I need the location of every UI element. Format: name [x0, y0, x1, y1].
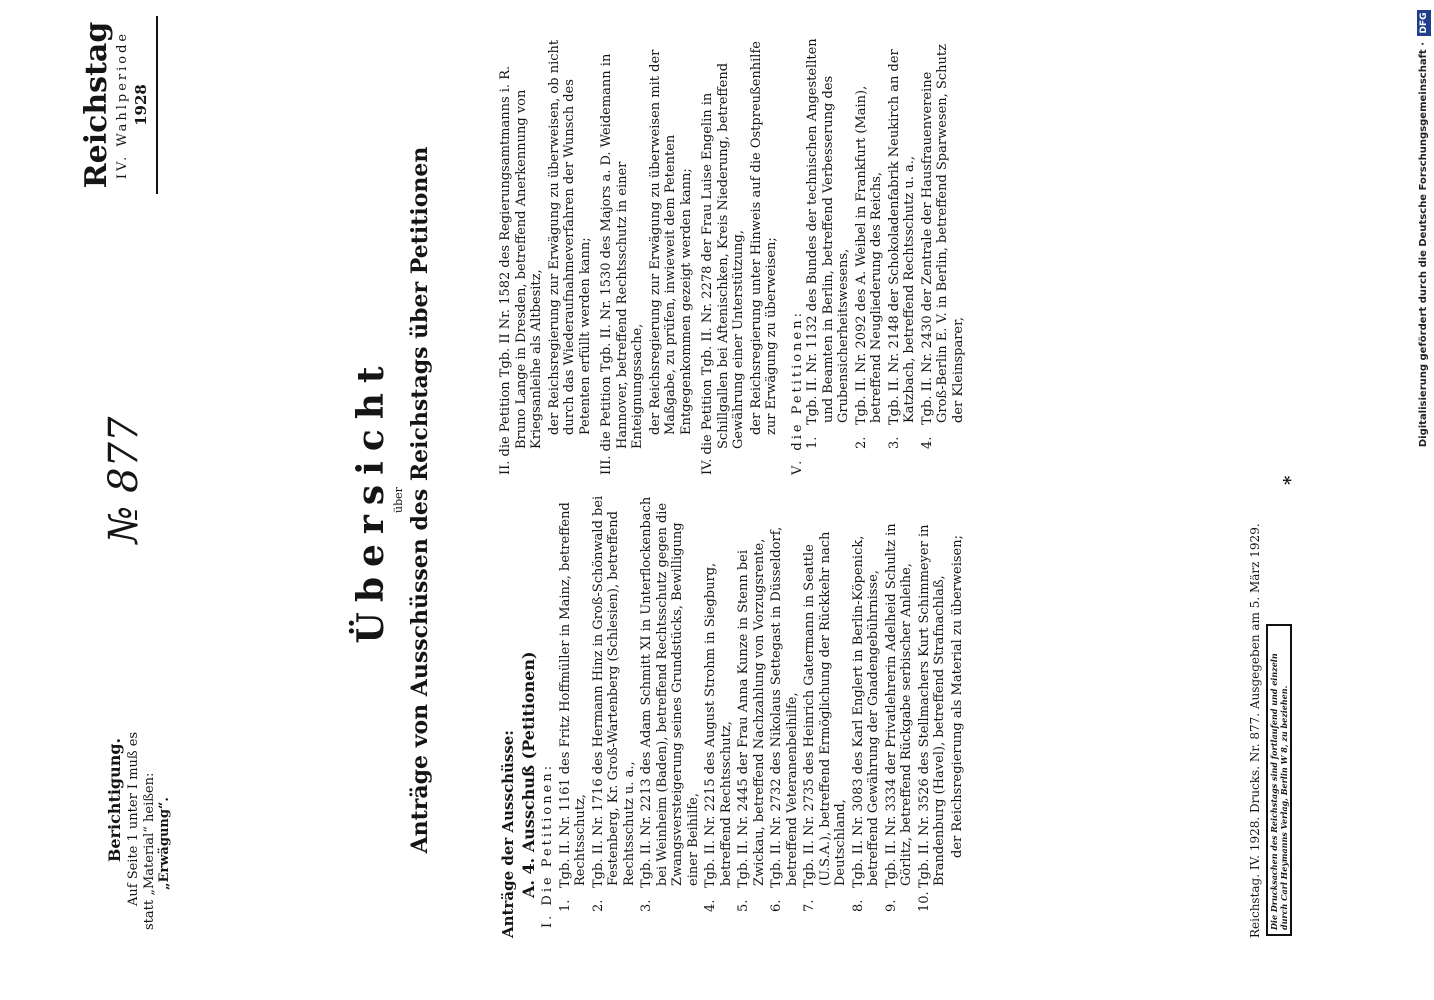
right-column: [498, 35, 968, 475]
section-ii: II. die Petition Tgb. II Nr. 1582 des Regierungsamtmanns i. R. Bruno Lange in Dresden, betreffend Anerkennung von Kriegsanleihe als Altbesitz,: [498, 65, 544, 475]
petition-text: Tgb. II. Nr. 2732 des Nikolaus Settegast in Düsseldorf, betreffend Veteranenbeihilfe,: [769, 526, 800, 888]
petition-number: 1.: [805, 436, 820, 449]
footer-line: Reichstag. IV. 1928. Drucks. Nr. 877. Ausgegeben am 5. März 1929.: [1248, 523, 1262, 938]
petition-text: Tgb. II. Nr. 3334 der Privatlehrerin Adelheid Schultz in Görlitz, betreffend Rückgabe serbischer Anleihe,: [883, 523, 914, 888]
berichtigung-line3: „Erwägung“.: [157, 797, 172, 890]
petition-text: Tgb. II. Nr. 3083 des Karl Englert in Berlin-Köpenick, betreffend Gewährung der Gnadengebührnisse,: [850, 535, 881, 888]
petition-item: [736, 493, 767, 912]
petition-item: [854, 35, 885, 449]
section-iv-conclusion: der Reichsregierung unter Hinweis auf die Ostpreußenhilfe zur Erwägung zu überweisen;: [748, 41, 779, 435]
document-number: № 877: [101, 416, 147, 544]
petition-number: 2.: [853, 436, 869, 449]
petition-number: 10.: [916, 891, 932, 912]
reichstag-header: [80, 10, 158, 200]
section-a-heading: A. 4. Ausschuß (Petitionen): [519, 651, 538, 898]
section-i-conclusion: der Reichsregierung als Material zu überweisen;: [949, 535, 965, 858]
berichtigung-line1: Auf Seite 1 unter I muß es: [126, 731, 141, 906]
petition-text: Tgb. II. Nr. 1716 des Hermann Hinz in Groß-Schönwald bei Festenberg, Kr. Groß-Wartenberg (Schlesien), betreffend Rechtsschutz u. a.,: [590, 495, 637, 888]
reichstag-title: Reichstag: [79, 21, 114, 189]
berichtigung-block: [104, 670, 173, 930]
dfg-sidebar: [1416, 4, 1434, 996]
petition-text: Tgb. II. Nr. 1161 des Fritz Hoffmüller in Mainz, betreffend Rechtsschutz,: [557, 502, 588, 888]
petition-list-i: [558, 493, 948, 938]
petition-item: [884, 493, 915, 912]
petition-item: [917, 493, 948, 912]
subtitle: Anträge von Ausschüssen des Reichstags über Petitionen: [407, 146, 433, 854]
petition-number: 2.: [590, 899, 606, 912]
antraege-heading: Anträge der Ausschüsse:: [499, 730, 517, 938]
petition-text: Tgb. II. Nr. 2430 der Zentrale der Hausfrauenvereine Groß-Berlin E. V. in Berlin, betreffend Sparwesen, Schutz der Kleinsparer,: [919, 44, 966, 425]
berichtigung-line2: statt „Material“ heißen:: [141, 772, 157, 930]
rotated-page-content: [20, 0, 1300, 1000]
footer-box-line1: Die Drucksachen des Reichstags sind fortlaufend und einzeln: [1269, 653, 1279, 930]
petition-item: [887, 35, 918, 449]
petition-item: [703, 493, 734, 912]
main-title: Übersicht: [350, 356, 392, 644]
left-column: [498, 493, 965, 938]
petition-number: 7.: [802, 899, 817, 912]
dfg-sidebar-text: Digitalisierung gefördert durch die Deutsche Forschungsgemeinschaft ·: [1418, 42, 1429, 448]
petition-text: Tgb. II. Nr. 2215 des August Strohm in Siegburg, betreffend Rechtsschutz,: [703, 562, 734, 888]
petition-text: Tgb. II. Nr. 2735 des Heinrich Gatermann in Seattle (U.S.A.), betreffend Ermöglichung der Rückkehr nach Deutschland,: [802, 531, 848, 888]
section-iii-conclusion: der Reichsregierung zur Erwägung zu überweisen mit der Maßgabe, zu prüfen, inwieweit dem Petenten Entgegenkommen gezeigt werden kann;: [647, 49, 694, 435]
footer-box-line2: durch Carl Heymanns Verlag, Berlin W 8, zu beziehen.: [1279, 685, 1289, 930]
header-rule: [156, 16, 158, 194]
petition-item: [805, 35, 852, 449]
petition-text: Tgb. II. Nr. 2092 des A. Weibel in Frankfurt (Main), betreffend Neugliederung des Reichs,: [853, 85, 884, 425]
petition-text: Tgb. II. Nr. 2445 der Frau Anna Kunze in Stenn bei Zwickau, betreffend Nachzahlung von Vorzugsrente,: [736, 538, 767, 888]
title-block: [350, 140, 434, 860]
section-i-intro: I. Die Petitionen:: [540, 762, 555, 928]
petition-text: Tgb. II. Nr. 2213 des Adam Schmitt XI in Unterflockenbach bei Weinheim (Baden), betreffend Rechtsschutz gegen die Zwangsversteigerung seines Grundstücks, Bewilligung einer Beihilfe,: [639, 496, 701, 888]
section-ii-conclusion: der Reichsregierung zur Erwägung zu überweisen, ob nicht durch das Wiederaufnahmeverfahren der Wunsch des Petenten erfüllt werden kann;: [546, 39, 593, 435]
petition-item: [591, 493, 638, 912]
section-v-intro: V. die Petitionen:: [789, 310, 805, 475]
petition-number: 9.: [883, 899, 899, 912]
petition-number: 3.: [886, 436, 902, 449]
petition-number: 1.: [557, 899, 573, 912]
section-iv: IV. die Petition Tgb. II. Nr. 2278 der Frau Luise Engelin in Schillgallen bei Aftenischken, Kreis Niederung, betreffend Gewährung einer Unterstützung,: [700, 62, 746, 475]
ueber-label: über: [392, 487, 405, 513]
petition-number: 8.: [850, 899, 866, 912]
petition-number: 4.: [703, 899, 718, 912]
petition-item: [920, 35, 967, 449]
section-iii: III. die Petition Tgb. II. Nr. 1530 des Majors a. D. Weidemann in Hannover, betreffend Rechtsschutz in einer Enteignungssache,: [599, 53, 645, 475]
petition-text: Tgb. II. Nr. 3526 des Stellmachers Kurt Schimmeyer in Brandenburg (Havel), betreffend Strafnachlaß,: [916, 524, 947, 888]
year-label: 1928: [132, 84, 150, 126]
petition-number: 3.: [639, 899, 654, 912]
petition-number: 6.: [769, 899, 784, 912]
petition-list-v: [805, 35, 966, 475]
petition-item: [851, 493, 882, 912]
petition-text: Tgb. II. Nr. 2148 der Schokoladenfabrik Neukirch an der Katzbach, betreffend Rechtsschutz u. a.,: [886, 49, 917, 425]
petition-number: 4.: [919, 436, 935, 449]
petition-item: [802, 493, 849, 912]
petition-number: 5.: [736, 899, 751, 912]
berichtigung-title: Berichtigung.: [105, 737, 124, 863]
period-label: IV. Wahlperiode: [115, 30, 130, 180]
dfg-logo: DFG: [1417, 10, 1431, 36]
petition-item: [769, 493, 800, 912]
petition-item: [639, 493, 701, 912]
footer-box: [1266, 624, 1292, 936]
footer-star: *: [1280, 475, 1301, 485]
petition-text: Tgb. II. Nr. 1132 des Bundes der technischen Angestellten und Beamten in Berlin, betreffend Verbesserung des Grubensicherheitswesens,: [805, 38, 851, 425]
petition-item: [558, 493, 589, 912]
